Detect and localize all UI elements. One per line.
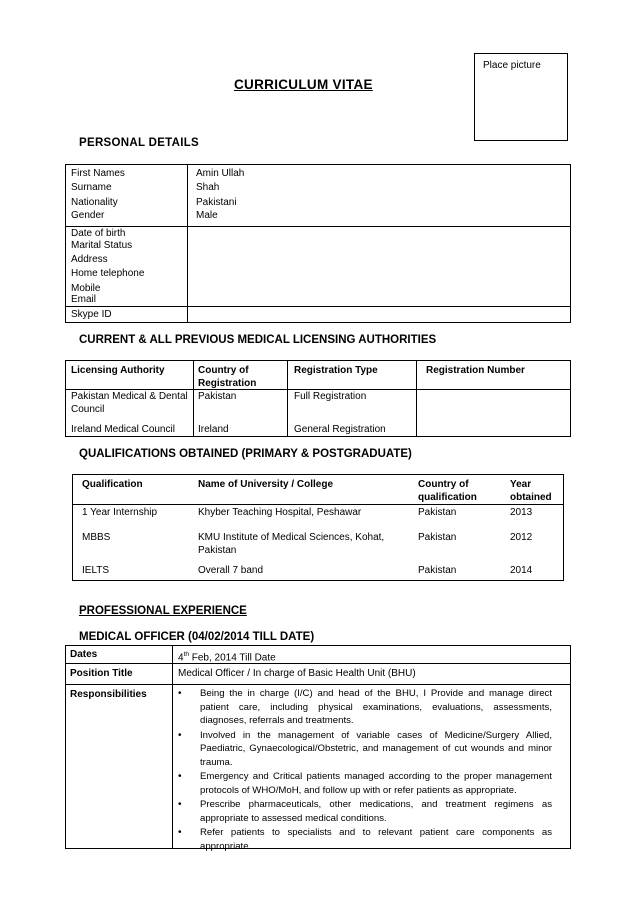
column-divider [187, 165, 188, 322]
qualification-cell: Pakistan [418, 507, 457, 518]
bullet-icon: • [178, 729, 182, 741]
value-first-names: Amin Ullah [196, 168, 245, 179]
qualification-cell: Khyber Teaching Hospital, Peshawar [198, 507, 362, 518]
label-gender: Gender [71, 210, 105, 221]
bullet-icon: • [178, 771, 182, 782]
position-value: Medical Officer / In charge of Basic Health Unit (BHU) [178, 668, 416, 679]
responsibility-text: Being the in charge (I/C) and head of the BHU, I Provide and manage direct patient care, including physical examinations, evaluations, assessments, diagnoses, referrals and treatments. [200, 688, 552, 726]
label-dob: Date of birth [71, 228, 126, 239]
job-heading: MEDICAL OFFICER (04/02/2014 TILL DATE) [79, 631, 315, 643]
dates-value [178, 648, 276, 664]
licensing-cell: Pakistan Medical & Dental Council [71, 391, 188, 415]
header-country-qualification: Country of qualification [418, 479, 477, 503]
qualification-cell: 2012 [510, 532, 533, 543]
header-divider [73, 504, 563, 505]
qualification-cell: 1 Year Internship [82, 507, 158, 518]
header-year-obtained: Year obtained [510, 479, 552, 503]
licensing-cell: Full Registration [294, 391, 367, 402]
licensing-heading: CURRENT & ALL PREVIOUS MEDICAL LICENSING AUTHORITIES [79, 334, 437, 346]
qualification-cell: KMU Institute of Medical Sciences, Kohat, Pakistan [198, 532, 385, 556]
column-divider [193, 361, 194, 436]
bullet-icon: • [178, 688, 182, 699]
row-divider [66, 226, 570, 227]
licensing-cell: Ireland [198, 424, 229, 435]
label-mobile: Mobile [71, 283, 101, 294]
experience-heading: PROFESSIONAL EXPERIENCE [79, 605, 247, 617]
qualification-cell: IELTS [82, 565, 110, 576]
photo-placeholder [474, 53, 568, 141]
qualification-cell: Pakistan [418, 565, 457, 576]
qualification-cell: Overall 7 band [198, 565, 264, 576]
column-divider [416, 361, 417, 436]
dates-rest: Feb, 2014 Till Date [188, 652, 276, 664]
responsibility-item [176, 729, 552, 770]
label-nationality: Nationality [71, 197, 118, 208]
dates-day: 4 [178, 652, 184, 664]
dates-label: Dates [70, 649, 98, 660]
licensing-cell: Pakistan [198, 391, 237, 402]
licensing-cell: Ireland Medical Council [71, 424, 175, 435]
licensing-table [65, 360, 571, 437]
photo-label: Place picture [483, 60, 541, 71]
value-surname: Shah [196, 182, 220, 193]
responsibility-text: Involved in the management of variable cases of Medicine/Surgery Allied, Paediatric, Gynaecological/Obstetric, and management of cut wounds and minor trauma. [200, 729, 552, 768]
responsibilities-row [66, 685, 570, 852]
bullet-icon: • [178, 799, 182, 810]
label-surname: Surname [71, 182, 112, 193]
label-marital-status: Marital Status [71, 240, 133, 251]
value-nationality: Pakistani [196, 197, 237, 208]
responsibilities-list [176, 687, 552, 854]
licensing-cell: General Registration [294, 424, 386, 435]
header-registration-number: Registration Number [426, 365, 525, 376]
responsibility-item [176, 798, 552, 825]
label-home-telephone: Home telephone [71, 268, 145, 279]
label-email: Email [71, 294, 97, 305]
qualifications-table [72, 474, 564, 581]
qualification-cell: Pakistan [418, 532, 457, 543]
value-gender: Male [196, 210, 218, 221]
bullet-icon: • [178, 827, 182, 838]
label-address: Address [71, 254, 108, 265]
header-registration-type: Registration Type [294, 365, 378, 376]
responsibility-text: Emergency and Critical patients managed according to the proper management protocols of WHO/MoH, and follow up with or refer patients as appropriate. [200, 771, 552, 796]
qualification-cell: 2014 [510, 565, 533, 576]
header-university: Name of University / College [198, 479, 334, 490]
header-country-registration: Country of Registration [198, 365, 257, 389]
responsibility-item [176, 687, 552, 728]
personal-heading: PERSONAL DETAILS [79, 137, 200, 149]
row-divider [66, 306, 570, 307]
column-divider [287, 361, 288, 436]
header-qualification: Qualification [82, 479, 143, 490]
dates-suffix: th [183, 651, 189, 658]
position-label: Position Title [70, 668, 133, 679]
header-licensing-authority: Licensing Authority [71, 365, 165, 376]
responsibilities-label: Responsibilities [70, 689, 147, 700]
qualification-cell: 2013 [510, 507, 533, 518]
responsibility-text: Refer patients to specialists and to relevant patient care components as appropriate. [200, 827, 552, 852]
label-skype-id: Skype ID [71, 309, 112, 320]
responsibility-item [176, 826, 552, 853]
label-first-names: First Names [71, 168, 125, 179]
page-title: CURRICULUM VITAE [234, 77, 373, 92]
experience-table [65, 645, 571, 852]
personal-table [65, 164, 571, 323]
qualifications-heading: QUALIFICATIONS OBTAINED (PRIMARY & POSTGRADUATE) [79, 448, 412, 460]
row-divider [66, 663, 570, 664]
responsibility-text: Prescribe pharmaceuticals, other medications, and treatment regimens as appropriate to assessed medical conditions. [200, 799, 552, 824]
responsibility-item [176, 770, 552, 797]
qualification-cell: MBBS [82, 532, 111, 543]
